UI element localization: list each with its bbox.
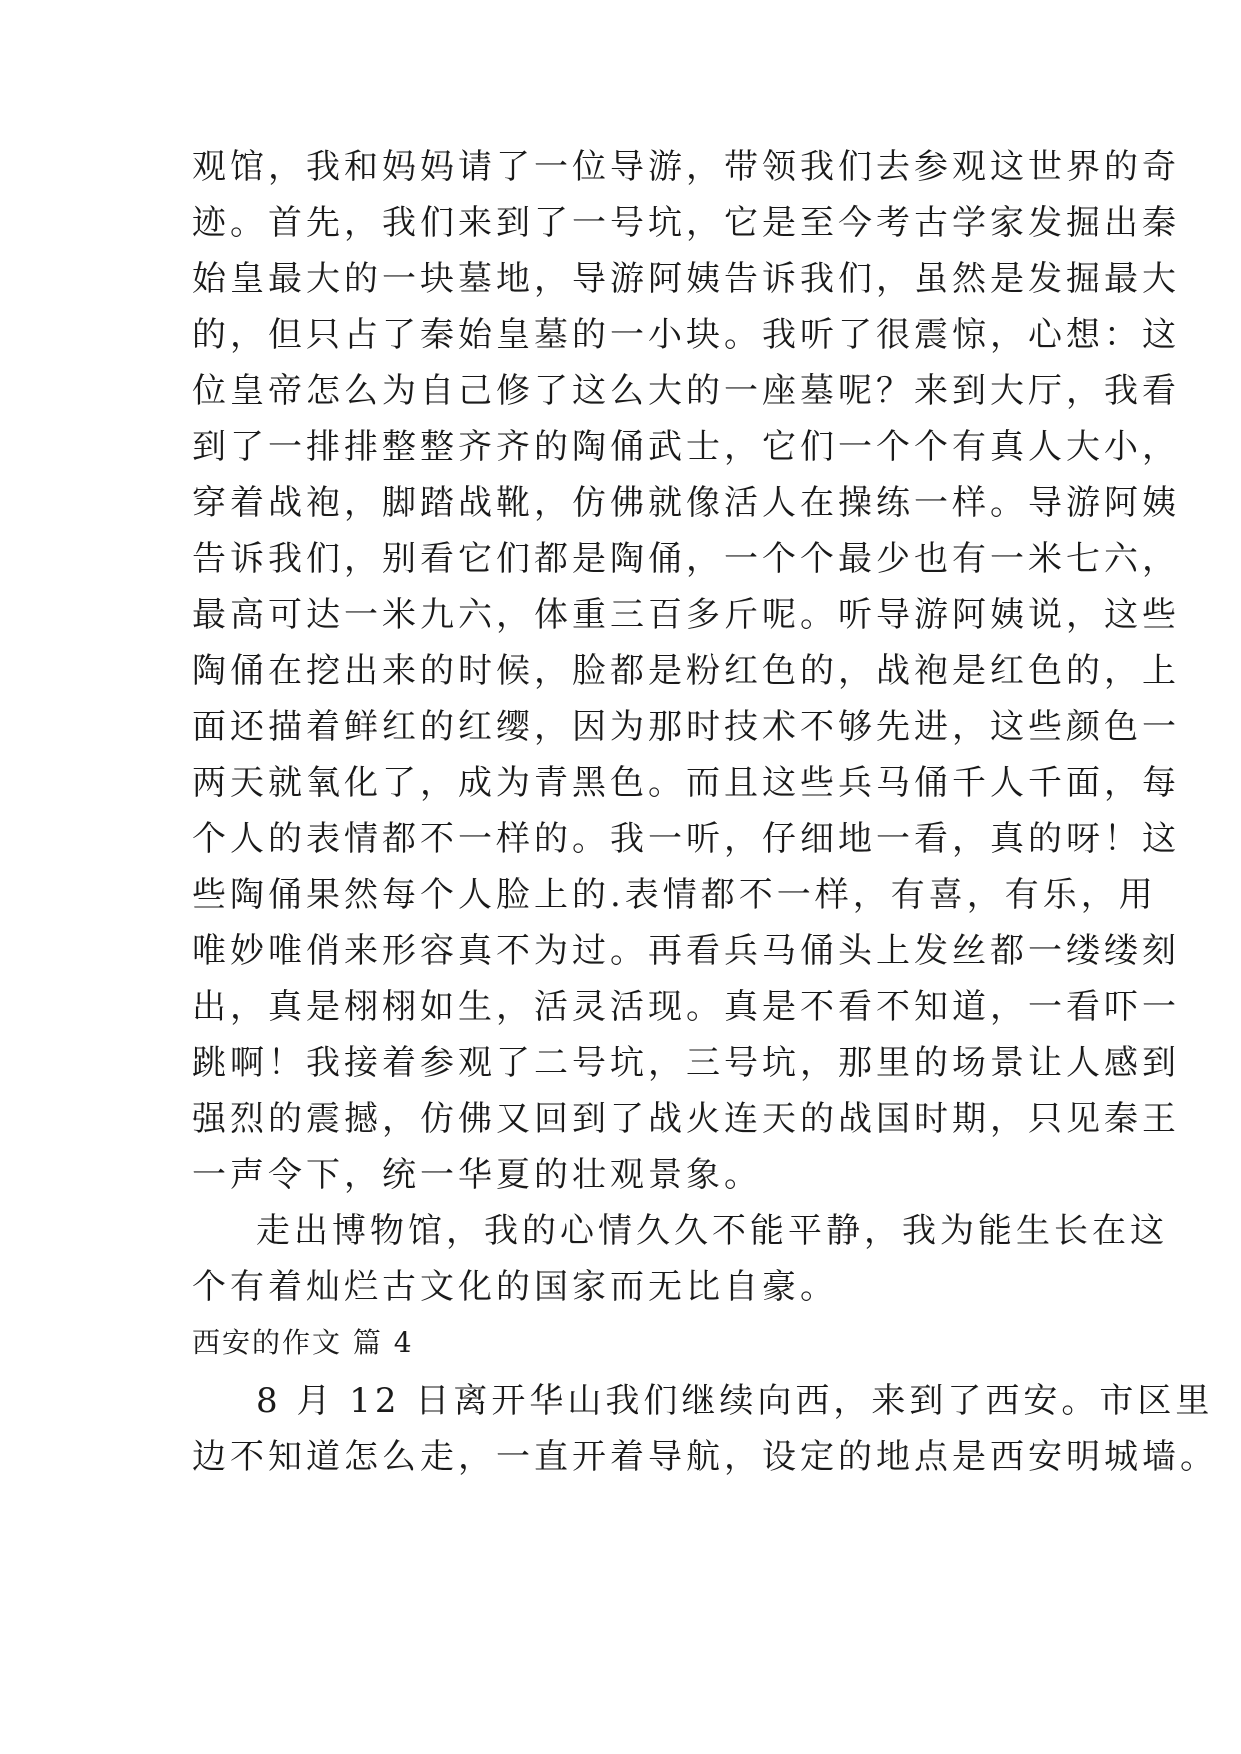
- paragraph-line: 穿着战袍，脚踏战靴，仿佛就像活人在操练一样。导游阿姨: [192, 483, 1180, 523]
- paragraph-line: 个有着灿烂古文化的国家而无比自豪。: [192, 1267, 838, 1307]
- paragraph-line: 面还描着鲜红的红缨，因为那时技术不够先进，这些颜色一: [192, 707, 1180, 747]
- paragraph-line: 走出博物馆，我的心情久久不能平静，我为能生长在这: [256, 1211, 1168, 1251]
- paragraph-line: 陶俑在挖出来的时候，脸都是粉红色的，战袍是红色的，上: [192, 651, 1180, 691]
- paragraph-line: 位皇帝怎么为自己修了这么大的一座墓呢？来到大厅，我看: [192, 371, 1180, 411]
- paragraph-line: 两天就氧化了，成为青黑色。而且这些兵马俑千人千面，每: [192, 763, 1180, 803]
- paragraph-line: 最高可达一米九六，体重三百多斤呢。听导游阿姨说，这些: [192, 595, 1180, 635]
- paragraph-line: 迹。首先，我们来到了一号坑，它是至今考古学家发掘出秦: [192, 203, 1180, 243]
- paragraph-line: 到了一排排整整齐齐的陶俑武士，它们一个个有真人大小，: [192, 427, 1180, 467]
- paragraph-line: 边不知道怎么走，一直开着导航，设定的地点是西安明城墙。: [192, 1437, 1218, 1477]
- paragraph-line: 强烈的震撼，仿佛又回到了战火连天的战国时期，只见秦王: [192, 1099, 1180, 1139]
- paragraph-line: 唯妙唯俏来形容真不为过。再看兵马俑头上发丝都一缕缕刻: [192, 931, 1180, 971]
- paragraph-line: 些陶俑果然每个人脸上的.表情都不一样，有喜，有乐，用: [192, 875, 1157, 915]
- paragraph-line: 8 月 12 日离开华山我们继续向西，来到了西安。市区里: [256, 1381, 1214, 1421]
- paragraph-line: 一声令下，统一华夏的壮观景象。: [192, 1155, 762, 1195]
- paragraph-line: 观馆，我和妈妈请了一位导游，带领我们去参观这世界的奇: [192, 147, 1180, 187]
- paragraph-line: 告诉我们，别看它们都是陶俑，一个个最少也有一米七六，: [192, 539, 1180, 579]
- paragraph-line: 跳啊！我接着参观了二号坑，三号坑，那里的场景让人感到: [192, 1043, 1180, 1083]
- paragraph-line: 始皇最大的一块墓地，导游阿姨告诉我们，虽然是发掘最大: [192, 259, 1180, 299]
- paragraph-line: 出，真是栩栩如生，活灵活现。真是不看不知道，一看吓一: [192, 987, 1180, 1027]
- section-heading: 西安的作文 篇 4: [192, 1326, 414, 1359]
- paragraph-line: 个人的表情都不一样的。我一听，仔细地一看，真的呀！这: [192, 819, 1180, 859]
- paragraph-line: 的，但只占了秦始皇墓的一小块。我听了很震惊，心想：这: [192, 315, 1180, 355]
